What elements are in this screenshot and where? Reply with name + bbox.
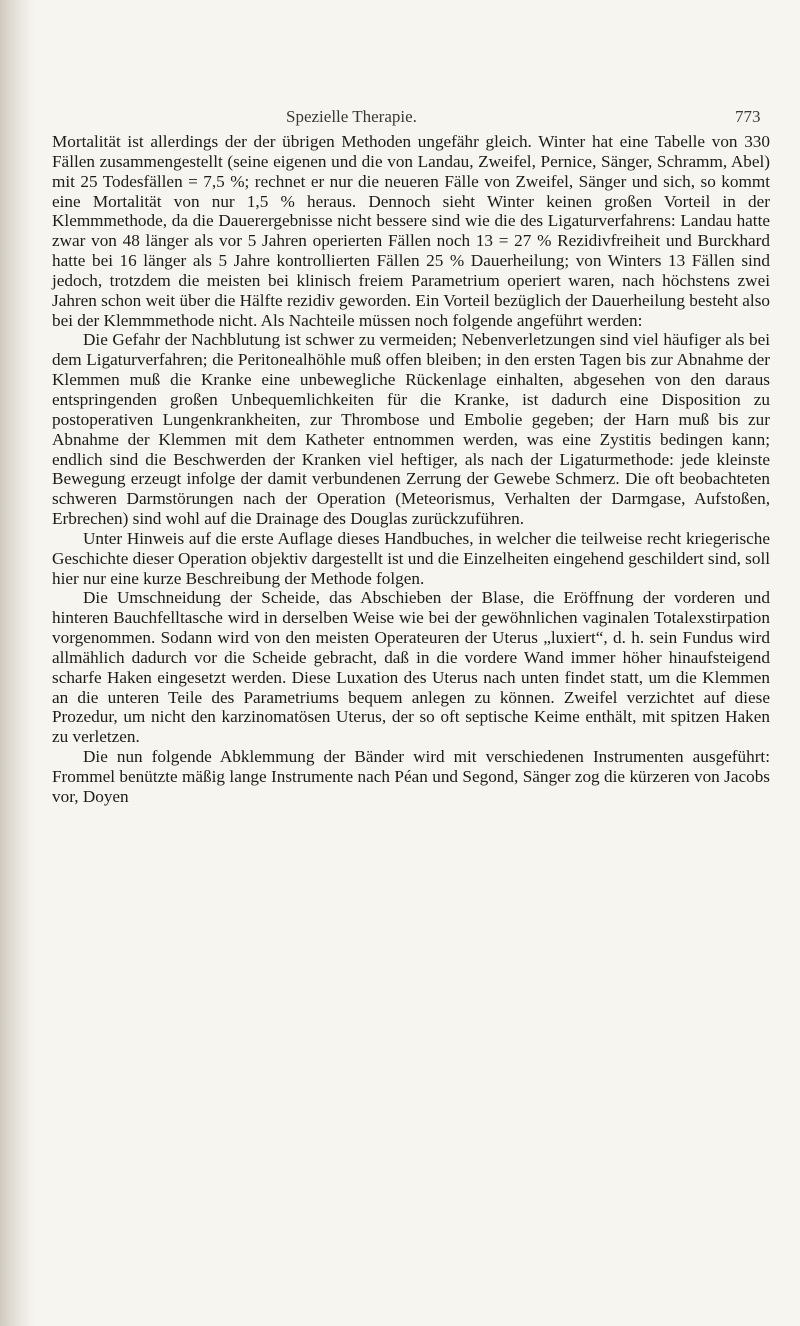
running-head-title: Spezielle Therapie. — [286, 107, 417, 126]
paragraph-mortality: Mortalität ist allerdings der der übrigen Methoden ungefähr gleich. Winter hat eine Tabelle von 330 Fällen zusammengestellt (seine eigenen und die von Landau, Zweifel, Pernice, Sänger, Schramm, Abel) mit 25 Todesfällen = 7,5 %; rechnet er nur die neueren Fälle von Zweifel, Sänger und sich, so kommt eine Mortalität von nur 1,5 % heraus. Dennoch sieht Winter keinen großen Vorteil in der Klemmmethode, da die Dauerergebnisse nicht bessere sind wie die des Ligaturverfahrens: Landau hatte zwar von 48 länger als vor 5 Jahren operierten Fällen noch 13 = 27 % Rezidivfreiheit und Burckhard hatte bei 16 länger als 5 Jahre kontrollierten Fällen 25 % Dauerheilung; von Winters 13 Fällen sind jedoch, trotzdem die meisten bei klinisch freiem Parametrium operiert waren, nach höchstens zwei Jahren schon weit über die Hälfte rezidiv geworden. Ein Vorteil bezüglich der Dauerheilung besteht also bei der Klemmmethode nicht. Als Nachteile müssen noch folgende angeführt werden: — [52, 132, 770, 330]
paragraph-handbook-reference: Unter Hinweis auf die erste Auflage dieses Handbuches, in welcher die teilweise recht kriegerische Geschichte dieser Operation objektiv dargestellt ist und die Einzelheiten eingehend geschildert sind, soll hier nur eine kurze Beschreibung der Methode folgen. — [52, 528, 771, 588]
body-text — [52, 132, 770, 807]
page-number: 773 — [735, 107, 761, 126]
paragraph-disadvantages: Die Gefahr der Nachblutung ist schwer zu vermeiden; Nebenverletzungen sind viel häufiger als bei dem Ligaturverfahren; die Peritonealhöhle muß offen bleiben; in den ersten Tagen bis zur Abnahme der Klemmen muß die Kranke eine unbewegliche Rückenlage einhalten, abgesehen von den daraus entspringenden großen Unbequemlichkeiten für die Kranke, ist dadurch eine Disposition zu postoperativen Lungenkrankheiten, zur Thrombose und Embolie gegeben; der Harn muß bis zur Abnahme der Klemmen mit dem Katheter entnommen werden, was eine Zystitis bedingen kann; endlich sind die Beschwerden der Kranken viel heftiger, als nach der Ligaturmethode: jede kleinste Bewegung erzeugt infolge der damit verbundenen Zerrung der Gewebe Schmerz. Die oft beobachteten schweren Darmstörungen nach der Operation (Meteorismus, Verhalten der Darmgase, Aufstoßen, Erbrechen) sind wohl auf die Drainage des Douglas zurückzuführen. — [52, 330, 770, 529]
paragraph-method-description: Die Umschneidung der Scheide, das Abschieben der Blase, die Eröffnung der vorderen und hinteren Bauchfelltasche wird in derselben Weise wie bei der gewöhnlichen vaginalen Totalexstirpation vorgenommen. Sodann wird von den meisten Operateuren der Uterus „luxiert“, d. h. sein Fundus wird allmählich dadurch vor die Scheide gebracht, daß in die vordere Wand immer höher hinaufsteigend scharfe Haken eingesetzt werden. Diese Luxation des Uterus nach unten findet statt, um die Klemmen an die unteren Teile des Parametriums bequem anlegen zu können. Zweifel verzichtet auf diese Prozedur, um nicht den karzinomatösen Uterus, der so oft septische Keime enthält, mit spitzen Haken zu verletzen. — [52, 588, 770, 747]
paragraph-clamping-instruments: Die nun folgende Abklemmung der Bänder wird mit verschiedenen Instrumenten ausgeführt: Frommel benützte mäßig lange Instrumente nach Péan und Segond, Sänger zog die kürzeren von Jacobs vor, Doyen — [52, 747, 770, 806]
